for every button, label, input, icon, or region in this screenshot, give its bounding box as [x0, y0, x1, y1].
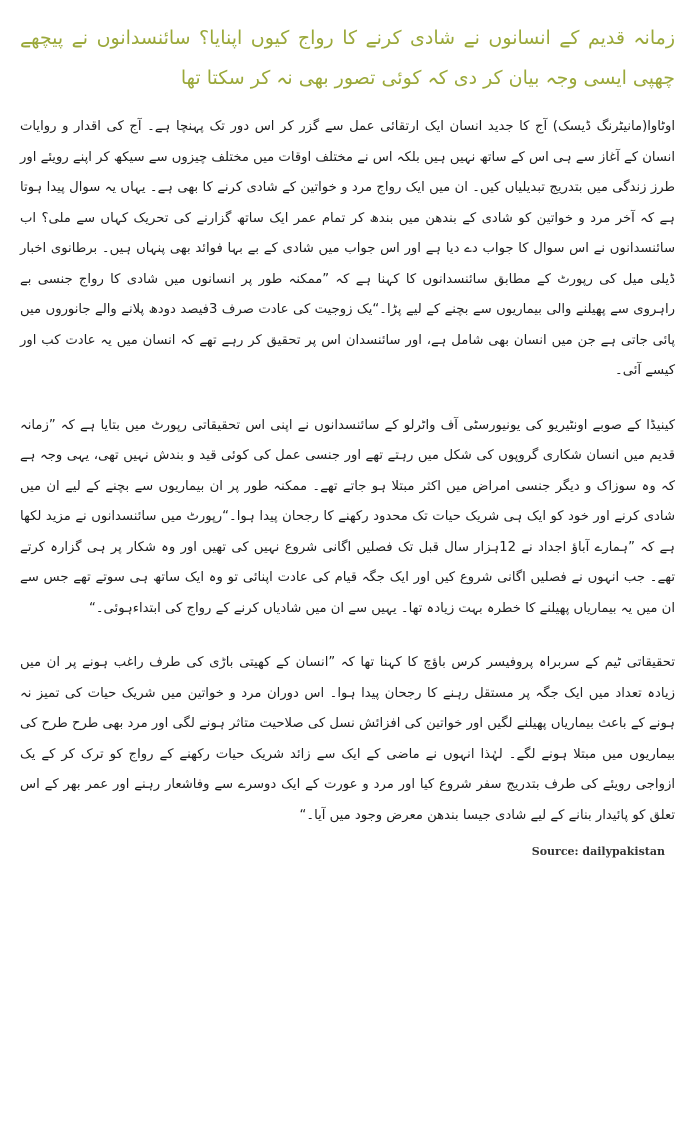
article-paragraph-3: تحقیقاتی ٹیم کے سربراہ پروفیسر کرس باؤچ کا کہنا تھا کہ ”انسان کے کھیتی باڑی کی طرف راغب ہونے پر ان میں زیادہ تعداد میں ایک جگہ پر مستقل رہنے کا رجحان پیدا ہوا۔ اس دوران مرد و خواتین میں شریک حیات کی تمیز نہ ہونے کے باعث بیماریاں پھیلنے لگیں اور خواتین کی افزائش نسل کی صلاحیت متاثر ہونے لگی اور مرد بھی طرح طرح کی بیماریوں میں مبتلا ہونے لگے۔ لہٰذا انہوں نے ماضی کے ایک سے زائد شریک حیات رکھنے کے رواج کو ترک کر کے یک ازواجی رویئے کی طرف بتدریج سفر شروع کیا اور مرد و عورت کے ایک دوسرے سے وفاشعار رہنے اور عمر بھر کے اس تعلق کو پائیدار بنانے کے لیے شادی جیسا بندھن معرض وجود میں آیا۔“ — [20, 655, 675, 823]
article-paragraph-2: کینیڈا کے صوبے اونٹیریو کی یونیورسٹی آف واٹرلو کے سائنسدانوں نے اپنی اس تحقیقاتی رپورٹ میں بتایا ہے کہ ”زمانہ قدیم میں انسان شکاری گروپوں کی شکل میں رہتے تھے اور جنسی عمل کی کوئی قید و بندش نہیں تھی، یہی وجہ ہے کہ وہ سوزاک و دیگر جنسی امراض میں اکثر مبتلا ہو جاتے تھے۔ ممکنہ طور پر ان بیماریوں سے بچنے کے لیے ان میں شادی کرنے اور خود کو ایک ہی شریک حیات تک محدود رکھنے کا رجحان پیدا ہوا۔“رپورٹ میں سائنسدانوں نے مزید لکھا ہے کہ ”ہمارے آباؤ اجداد نے 12ہزار سال قبل تک فصلیں اگانی شروع نہیں کی تھیں اور وہ شکار پر ہی گزارہ کرتے تھے۔ جب انہوں نے فصلیں اگانی شروع کیں اور ایک جگہ قیام کی عادت اپنائی تو وہ ایک ساتھ ہی سوتے تھے جس سے ان میں یہ بیماریاں پھیلنے کا خطرہ بہت زیادہ تھا۔ یہیں سے ان میں شادیاں کرنے کے رواج کی ابتداءہوئی۔“ — [20, 417, 675, 616]
source-credit: Source: dailypakistan — [531, 845, 665, 858]
article-paragraph-1: اوٹاوا(مانیٹرنگ ڈیسک) آج کا جدید انسان ایک ارتقائی عمل سے گزر کر اس دور تک پہنچا ہے۔ آج کی اقدار و روایات انسان کے آغاز سے ہی اس کے ساتھ نہیں ہیں بلکہ اس نے مختلف اوقات میں مختلف چیزوں سے سیکھ کر اپنے رویئے اور طرز زندگی میں بتدریج تبدیلیاں کیں۔ ان میں ایک رواج مرد و خواتین کے شادی کرنے کا بھی ہے۔ یہاں یہ سوال پیدا ہوتا ہے کہ آخر مرد و خواتین کو شادی کے بندھن میں بندھ کر تمام عمر ایک ساتھ گزارنے کی تحریک کہاں سے ملی؟ اب سائنسدانوں نے اس سوال کا جواب دے دیا ہے اور اس جواب میں شادی کے بے بہا فوائد بھی پنہاں ہیں۔ برطانوی اخبار ڈیلی میل کی رپورٹ کے مطابق سائنسدانوں کا کہنا ہے کہ ”ممکنہ طور پر انسانوں میں شادی کا رواج جنسی بے راہروی سے پھیلنے والی بیماریوں سے بچنے کے لیے پڑا۔“یک زوجیت کی عادت صرف 3فیصد دودھ پلانے والے جانوروں میں پائی جاتی ہے جن میں انسان بھی شامل ہے، اور سائنسدان اس پر تحقیق کر رہے تھے کہ انسان میں یہ عادت کب اور کیسے آئی۔ — [20, 119, 675, 378]
article-headline: زمانہ قدیم کے انسانوں نے شادی کرنے کا رواج کیوں اپنایا؟ سائنسدانوں نے پیچھے چھپی ایسی وجہ بیان کر دی کہ کوئی تصور بھی نہ کر سکتا تھا — [20, 27, 675, 89]
